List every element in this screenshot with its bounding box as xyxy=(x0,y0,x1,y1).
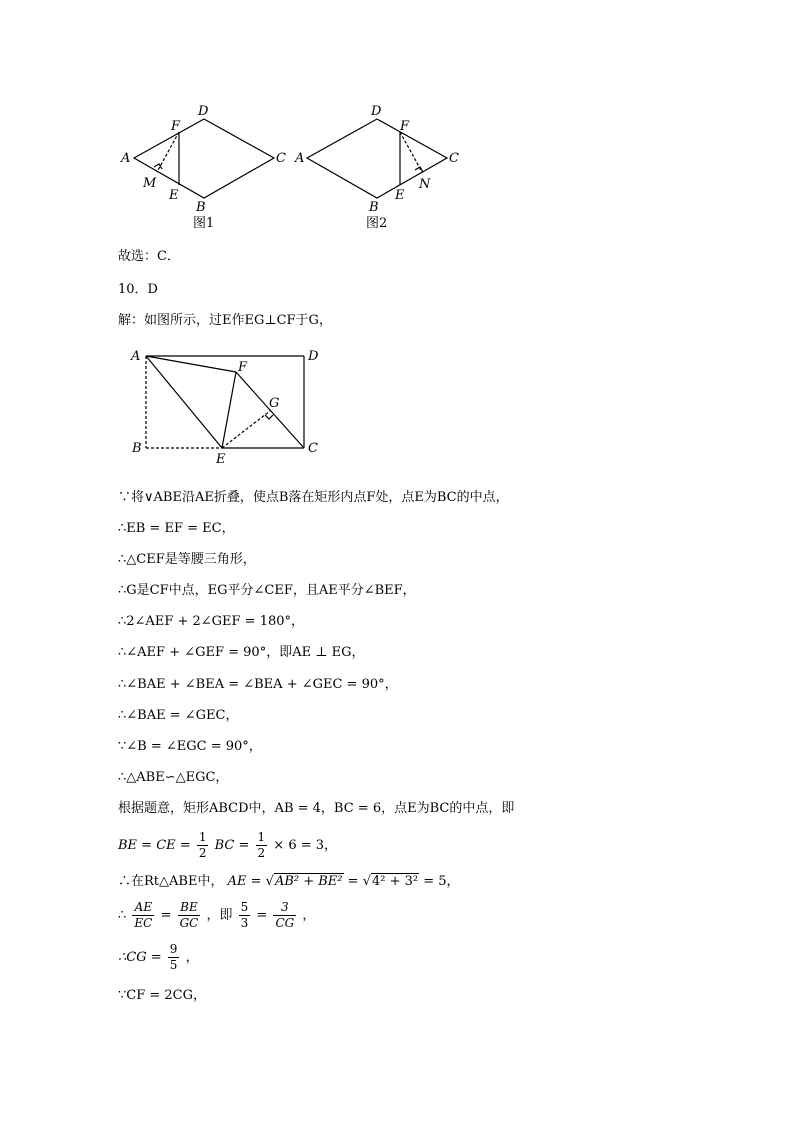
eq-be-lead: BE = CE = xyxy=(118,838,191,853)
fig1-label-B: B xyxy=(196,200,206,215)
eq-ratio-f3-num: 5 xyxy=(240,900,249,914)
fig1-label-E: E xyxy=(169,188,179,203)
eq-be-tail: × 6 = 3， xyxy=(273,838,338,853)
eq-ratio-f4-num: 3 xyxy=(273,900,296,916)
rect-label-D: D xyxy=(308,349,319,364)
eq-ratio-tail: ， xyxy=(302,908,316,923)
eq-ratio-f2-num: BE xyxy=(178,900,201,916)
sqrt-icon: √ xyxy=(265,874,274,889)
eq-be-fraction-1 xyxy=(197,830,209,861)
proof-step-11: 根据题意，矩形ABCD中，AB = 4，BC = 6，点E为BC的中点，即 xyxy=(118,801,515,816)
fig2-label-C: C xyxy=(449,151,459,166)
equation-be xyxy=(118,830,337,861)
equation-ratio xyxy=(118,900,315,931)
eq-be-mid: BC = xyxy=(214,838,250,853)
rect-label-G: G xyxy=(269,396,280,411)
proof-step-5: ∴2∠AEF + 2∠GEF = 180°， xyxy=(118,614,305,629)
proof-step-9: ∵∠B = ∠EGC = 90°， xyxy=(118,739,262,754)
answer-choice-line: 故选：C． xyxy=(118,249,180,264)
question-10-header: 10．D xyxy=(118,282,158,297)
eq-ratio-fraction-1 xyxy=(132,900,154,931)
eq-ae-radicand-2: 4² + 3² xyxy=(372,874,419,889)
eq-ratio-f3-den: 3 xyxy=(240,916,249,930)
proof-step-2: ∴EB = EF = EC， xyxy=(118,521,235,536)
eq-ratio-fraction-2 xyxy=(178,900,201,931)
eq-ratio-mid: ，即 xyxy=(206,908,233,923)
eq-cg-den: 5 xyxy=(169,958,178,972)
sqrt-icon: √ xyxy=(362,874,371,889)
eq-ratio-fraction-4 xyxy=(273,900,296,931)
eq-ae-tail: = 5， xyxy=(423,874,460,889)
eq-ratio-eq1: = xyxy=(160,908,172,923)
eq-cg-lead: ∴CG = xyxy=(118,950,162,965)
proof-step-4: ∴G是CF中点，EG平分∠CEF，且AE平分∠BEF， xyxy=(118,583,416,598)
solution-intro: 解：如图所示，过E作EG⊥CF于G， xyxy=(118,313,332,328)
eq-cg-num: 9 xyxy=(169,942,178,956)
eq-be-f1-num: 1 xyxy=(198,830,207,844)
eq-ae-eq: = xyxy=(347,874,359,889)
rect-label-A: A xyxy=(131,349,141,364)
proof-step-8: ∴∠BAE = ∠GEC， xyxy=(118,708,239,723)
eq-ae-expr: AE = xyxy=(227,874,262,889)
fig1-label-C: C xyxy=(276,151,286,166)
fig2-label-A: A xyxy=(295,151,305,166)
proof-step-3: ∴△CEF是等腰三角形， xyxy=(118,552,256,567)
eq-cg-fraction xyxy=(168,942,180,973)
fig2-label-B: B xyxy=(369,200,379,215)
eq-ratio-f1-num: AE xyxy=(132,900,154,916)
proof-step-10: ∴△ABE∽△EGC， xyxy=(118,770,229,785)
eq-ratio-lead: ∴ xyxy=(118,908,127,923)
eq-ratio-eq2: = xyxy=(256,908,268,923)
eq-be-f2-den: 2 xyxy=(257,846,266,860)
fig1-label-D: D xyxy=(198,104,209,119)
eq-ae-lead: ∴在Rt△ABE中， xyxy=(118,874,224,889)
eq-be-f1-den: 2 xyxy=(198,846,207,860)
eq-ratio-f2-den: GC xyxy=(179,916,199,930)
rhombus-figures xyxy=(110,100,470,235)
equation-ae xyxy=(118,873,460,891)
fig2-label-N: N xyxy=(419,177,431,192)
eq-be-fraction-2 xyxy=(256,830,268,861)
rectangle-figure xyxy=(128,345,328,465)
proof-step-1: ∵将∨ABE沿AE折叠，使点B落在矩形内点F处，点E为BC的中点， xyxy=(118,490,509,505)
eq-be-f2-num: 1 xyxy=(257,830,266,844)
eq-ratio-f1-den: EC xyxy=(134,916,153,930)
fig2-caption: 图2 xyxy=(366,216,388,231)
fig2-label-D: D xyxy=(371,104,382,119)
eq-ratio-f4-den: CG xyxy=(275,916,295,930)
rect-label-E: E xyxy=(216,452,226,467)
fig1-label-M: M xyxy=(143,176,157,191)
proof-step-7: ∴∠BAE + ∠BEA = ∠BEA + ∠GEC = 90°， xyxy=(118,677,398,692)
final-step-line: ∵CF = 2CG， xyxy=(118,988,206,1003)
rect-label-B: B xyxy=(132,441,142,456)
fig1-label-A: A xyxy=(121,151,131,166)
rect-label-F: F xyxy=(238,360,248,375)
eq-ae-radicand-1: AB² + BE² xyxy=(274,874,343,889)
proof-step-6: ∴∠AEF + ∠GEF = 90°，即AE ⊥ EG， xyxy=(118,645,365,660)
rect-label-C: C xyxy=(308,441,318,456)
fig1-caption: 图1 xyxy=(193,216,215,231)
fig2-label-E: E xyxy=(395,188,405,203)
fig2-label-F: F xyxy=(400,119,410,134)
eq-ratio-fraction-3 xyxy=(239,900,251,931)
fig1-label-F: F xyxy=(171,119,181,134)
eq-cg-tail: ， xyxy=(185,950,199,965)
equation-cg xyxy=(118,942,199,973)
